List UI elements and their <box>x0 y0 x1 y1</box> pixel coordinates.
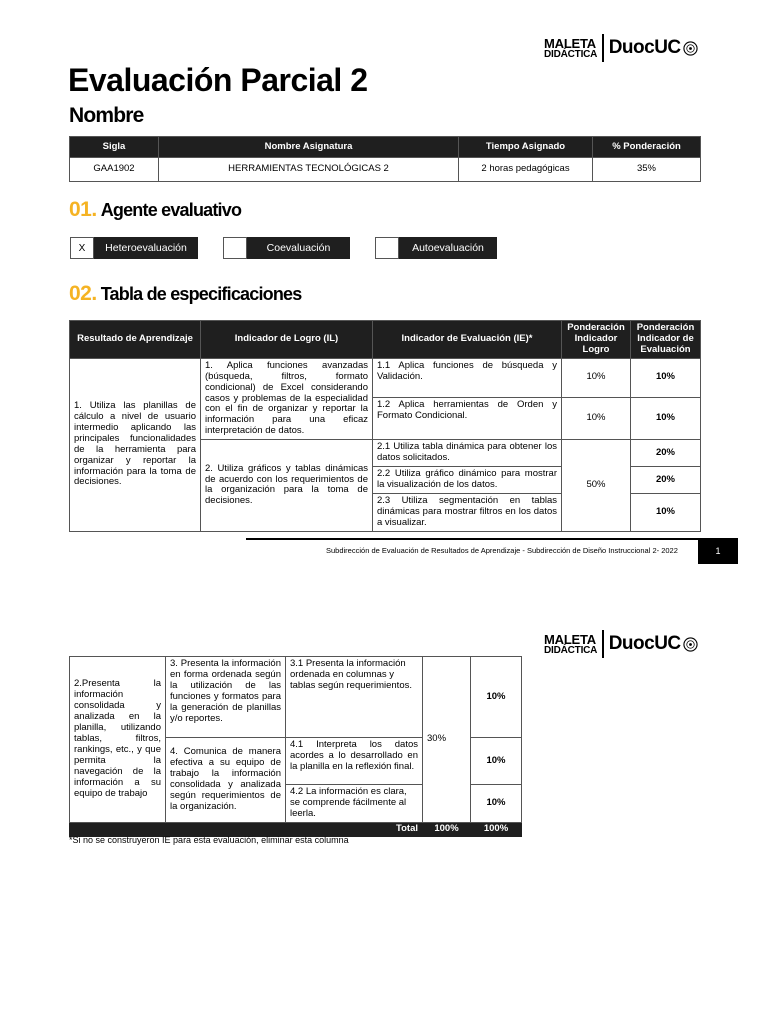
spec-pie-2-3: 10% <box>631 493 701 531</box>
course-sigla: GAA1902 <box>70 158 159 182</box>
spec-pie-4-2: 10% <box>471 785 522 823</box>
course-header-sigla: Sigla <box>70 137 159 158</box>
spec-header-ra: Resultado de Aprendizaje <box>70 321 201 359</box>
section-agente-heading <box>69 198 241 222</box>
spec-total-label: Total <box>70 822 423 836</box>
footer-divider <box>246 538 698 540</box>
spec-pil-3-4: 30% <box>423 657 471 823</box>
duoc-logo <box>544 628 698 660</box>
agent-checkbox[interactable] <box>375 237 399 259</box>
spec-ie-4-2: 4.2 La información es clara, se comprende fácilmente al leerla. <box>286 785 423 823</box>
maleta-didactica-logo: MALETA DIDÁCTICA <box>544 631 598 656</box>
page-number: 1 <box>698 538 738 564</box>
maleta-didactica-logo: MALETA DIDÁCTICA <box>544 35 598 60</box>
spec-pil-1-2: 10% <box>562 397 631 439</box>
spec-pie-3-1: 10% <box>471 657 522 738</box>
spec-il-3: 3. Presenta la información en forma ordenada según la utilización de las funciones y formatos para la generación de planillas y/o reportes. <box>166 657 286 738</box>
spec-table <box>69 320 701 532</box>
spec-pie-2-2: 20% <box>631 467 701 494</box>
course-header-ponderacion: % Ponderación <box>593 137 701 158</box>
spec-ie-1-1: 1.1 Aplica funciones de búsqueda y Validación. <box>373 358 562 397</box>
spec-ie-3-1: 3.1 Presenta la información ordenada en columnas y tablas según requerimientos. <box>286 657 423 738</box>
spec-ie-2-1: 2.1 Utiliza tabla dinámica para obtener los datos solicitados. <box>373 440 562 467</box>
spec-header-pil: Ponderación Indicador Logro <box>562 321 631 359</box>
seal-icon <box>683 637 698 652</box>
logo-divider <box>602 630 604 658</box>
course-tiempo: 2 horas pedagógicas <box>459 158 593 182</box>
spec-ra-1: 1. Utiliza las planillas de cálculo a nivel de usuario intermedio aplicando las principales funcionalidades de la herramienta para organizar y reportar la información para la toma de decisiones. <box>70 358 201 531</box>
spec-header-pie: Ponderación Indicador de Evaluación <box>631 321 701 359</box>
logo-divider <box>602 34 604 62</box>
spec-total-il: 100% <box>423 822 471 836</box>
spec-il-4: 4. Comunica de manera efectiva a su equipo de trabajo la información consolidada y analizada según requerimientos de la organización. <box>166 738 286 823</box>
spec-ie-1-2: 1.2 Aplica herramientas de Orden y Formato Condicional. <box>373 397 562 439</box>
page-subtitle: Nombre <box>69 104 144 127</box>
seal-icon <box>683 41 698 56</box>
footer-text: Subdirección de Evaluación de Resultados de Aprendizaje - Subdirección de Diseño Instruccional 2- 2022 <box>326 546 678 555</box>
duoc-logo <box>544 32 698 64</box>
spec-ie-4-1: 4.1 Interpreta los datos acordes a lo desarrollado en la planilla en la reflexión final. <box>286 738 423 785</box>
course-header-nombre: Nombre Asignatura <box>159 137 459 158</box>
agent-autoevaluacion[interactable] <box>375 237 497 259</box>
section-tabla-heading <box>69 282 301 306</box>
spec-header-ie: Indicador de Evaluación (IE)* <box>373 321 562 359</box>
agent-label: Coevaluación <box>247 237 350 259</box>
agent-heteroevaluacion[interactable] <box>70 237 198 259</box>
spec-ie-2-3: 2.3 Utiliza segmentación en tablas dinámicas para mostrar filtros en los datos a visualizar. <box>373 493 562 531</box>
duocuc-wordmark: DuocUC <box>608 37 681 58</box>
spec-pie-1-1: 10% <box>631 358 701 397</box>
spec-table-continued <box>69 656 522 837</box>
course-nombre: HERRAMIENTAS TECNOLÓGICAS 2 <box>159 158 459 182</box>
section-title: Tabla de especificaciones <box>100 284 302 304</box>
spec-pie-2-1: 20% <box>631 440 701 467</box>
duocuc-wordmark: DuocUC <box>608 633 681 654</box>
agent-checkbox[interactable] <box>223 237 247 259</box>
spec-header-il: Indicador de Logro (IL) <box>201 321 373 359</box>
footnote: *Si no se construyeron IE para esta evaluación, eliminar esta columna <box>69 835 349 845</box>
agent-coevaluacion[interactable] <box>223 237 350 259</box>
course-table <box>69 136 701 182</box>
agent-label: Heteroevaluación <box>94 237 198 259</box>
spec-pil-1-1: 10% <box>562 358 631 397</box>
spec-il-2: 2. Utiliza gráficos y tablas dinámicas de acuerdo con los requerimientos de la organización para la toma de decisiones. <box>201 440 373 531</box>
course-header-tiempo: Tiempo Asignado <box>459 137 593 158</box>
spec-total-ie: 100% <box>471 822 522 836</box>
page-title: Evaluación Parcial 2 <box>68 62 368 98</box>
spec-ie-2-2: 2.2 Utiliza gráfico dinámico para mostrar la visualización de los datos. <box>373 467 562 494</box>
agent-checkbox[interactable]: X <box>70 237 94 259</box>
section-title: Agente evaluativo <box>100 200 242 220</box>
section-number: 02. <box>69 282 97 305</box>
spec-il-1: 1. Aplica funciones avanzadas (búsqueda, filtros, formato condicional) de Excel considerando casos y problemas de la especialidad con el fin de organizar y reportar la información para una eficaz interpretación de datos. <box>201 358 373 439</box>
section-number: 01. <box>69 198 97 221</box>
course-ponderacion: 35% <box>593 158 701 182</box>
spec-pie-1-2: 10% <box>631 397 701 439</box>
spec-pie-4-1: 10% <box>471 738 522 785</box>
spec-pil-2: 50% <box>562 440 631 531</box>
agent-label: Autoevaluación <box>399 237 497 259</box>
spec-ra-2: 2.Presenta la información consolidada y analizada en la planilla, utilizando tablas, filtros, rankings, etc., y que permita la navegación de la información a su equipo de trabajo <box>70 657 166 823</box>
